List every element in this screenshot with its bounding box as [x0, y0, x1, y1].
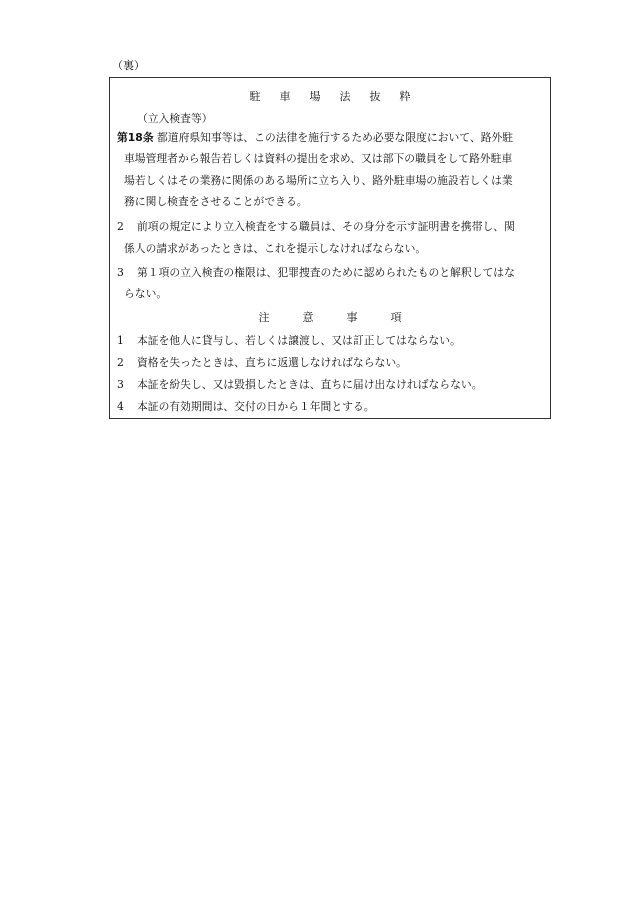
note-item: [117, 355, 407, 371]
excerpt-title-char: 車: [279, 90, 291, 103]
reverse-side-label: （裏）: [112, 59, 145, 72]
paragraph-three-number: 3: [117, 266, 124, 279]
excerpt-title-char: 抜: [369, 90, 381, 103]
note-number: 3: [117, 378, 124, 391]
excerpt-title-char: 場: [309, 90, 321, 103]
notes-title-char: 注: [258, 311, 270, 324]
article-text: 都道府県知事等は、この法律を施行するため必要な限度において、路外駐: [157, 131, 514, 144]
note-text: 本証を他人に貸与し、若しくは譲渡し、又は訂正してはならない。: [137, 334, 461, 347]
paragraph-three-first-line: [117, 265, 545, 281]
excerpt-title-char: 法: [339, 90, 351, 103]
notes-title-char: 項: [390, 311, 402, 324]
note-number: 2: [117, 356, 124, 369]
excerpt-title-char: 駐: [249, 90, 261, 103]
note-number: 4: [117, 400, 124, 413]
article-continuation-line: 場若しくはその業務に関係のある場所に立ち入り、路外駐車場の施設若しくは業: [124, 174, 513, 187]
note-item: [117, 333, 461, 349]
notes-title-char: 事: [346, 311, 358, 324]
section-heading: （立入検査等）: [137, 112, 213, 125]
excerpt-title-char: 粋: [399, 90, 411, 103]
note-text: 本証の有効期間は、交付の日から１年間とする。: [137, 400, 375, 413]
paragraph-three-continuation-line: らない。: [124, 287, 168, 300]
article-first-line: [117, 130, 545, 146]
article-continuation-line: 車場管理者から報告若しくは資料の提出を求め、又は部下の職員をして路外駐車: [124, 152, 513, 165]
parking-law-excerpt-box: [109, 77, 551, 419]
paragraph-two-continuation-line: 係人の請求があったときは、これを提示しなければならない。: [124, 242, 427, 255]
paragraph-two-text: 前項の規定により立入検査をする職員は、その身分を示す証明書を携帯し、関: [137, 220, 515, 233]
note-item: [117, 399, 375, 415]
excerpt-title: [110, 89, 550, 105]
note-item: [117, 377, 483, 393]
note-text: 資格を失ったときは、直ちに返還しなければならない。: [137, 356, 407, 369]
note-text: 本証を紛失し、又は毀損したときは、直ちに届け出なければならない。: [137, 378, 483, 391]
paragraph-three-text: 第１項の立入検査の権限は、犯罪捜査のために認められたものと解釈してはな: [137, 266, 515, 279]
notes-title-char: 意: [302, 311, 314, 324]
paragraph-two-number: 2: [117, 220, 124, 233]
article-number: 第18条: [117, 131, 154, 144]
note-number: 1: [117, 334, 124, 347]
article-continuation-line: 務に関し検査をさせることができる。: [124, 195, 308, 208]
paragraph-two-first-line: [117, 219, 545, 235]
notes-title: [110, 310, 550, 326]
